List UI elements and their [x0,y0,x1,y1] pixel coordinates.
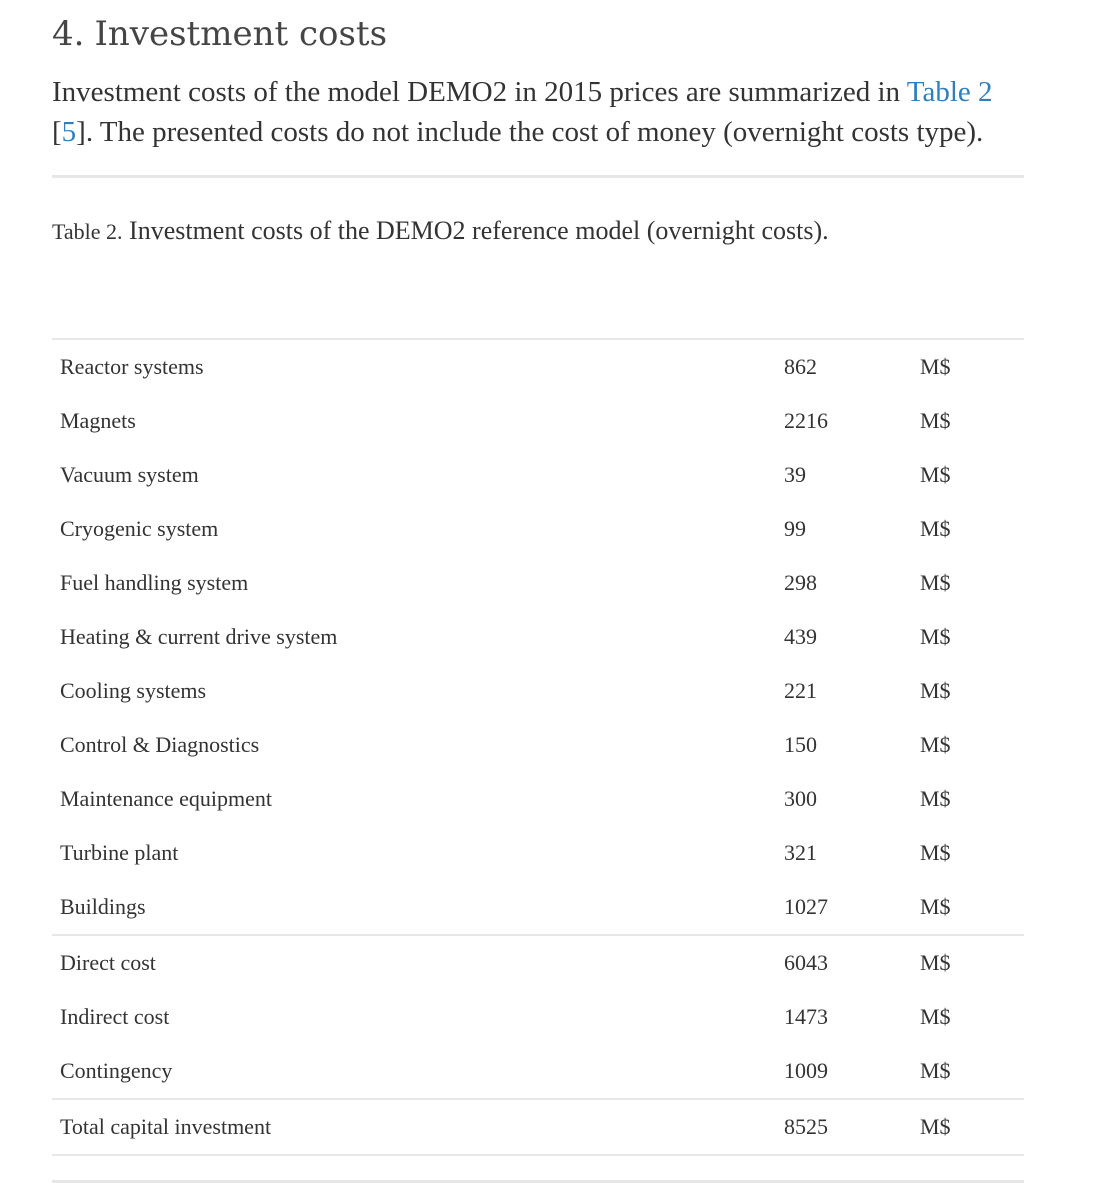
row-unit: M$ [920,786,951,811]
paragraph-text-1: Investment costs of the model DEMO2 in 2015 prices are summarized in [52,76,907,108]
row-value: 862 [784,339,920,394]
row-value: 1009 [784,1058,828,1083]
table-row [52,990,1024,1044]
row-name: Direct cost [52,935,784,990]
row-unit: M$ [920,516,951,541]
section-heading [52,12,387,56]
row-value: 1027 [784,894,828,919]
row-name: Fuel handling system [60,570,249,595]
row-value: 6043 [784,935,920,990]
row-name: Reactor systems [52,339,784,394]
row-value: 298 [784,570,817,595]
divider-bottom [52,1180,1024,1183]
section-title: Investment costs [94,14,388,54]
row-name: Heating & current drive system [60,624,338,649]
row-value: 8525 [784,1099,920,1155]
reference-5-link[interactable]: 5 [61,116,77,148]
row-unit: M$ [920,339,1024,394]
row-name: Vacuum system [60,462,199,487]
section-number: 4. [52,14,85,54]
investment-costs-table [52,338,1024,1156]
row-unit: M$ [920,935,1024,990]
table-row [52,880,1024,935]
row-name: Buildings [60,894,146,919]
row-name: Magnets [60,408,136,433]
row-unit: M$ [920,894,951,919]
row-unit: M$ [920,840,951,865]
row-value: 439 [784,624,817,649]
row-unit: M$ [920,408,951,433]
row-unit: M$ [920,1004,951,1029]
row-name: Control & Diagnostics [60,732,260,757]
table-row-total [52,1099,1024,1155]
table-row [52,448,1024,502]
table-row [52,339,1024,394]
row-unit: M$ [920,462,951,487]
row-unit: M$ [920,1058,951,1083]
row-value: 321 [784,840,817,865]
row-value: 2216 [784,408,828,433]
row-value: 300 [784,786,817,811]
paragraph-text-2: [ [52,116,62,148]
table-row [52,610,1024,664]
row-unit: M$ [920,1099,1024,1155]
row-name: Cryogenic system [60,516,219,541]
intro-paragraph [52,72,1022,152]
table-caption [52,214,829,249]
table-row [52,394,1024,448]
table-row [52,718,1024,772]
row-unit: M$ [920,678,951,703]
table-row [52,772,1024,826]
table-row [52,935,1024,990]
row-name: Contingency [60,1058,173,1083]
row-unit: M$ [920,732,951,757]
row-value: 150 [784,732,817,757]
row-unit: M$ [920,570,951,595]
row-name: Turbine plant [60,840,179,865]
table-2-link[interactable]: Table 2 [906,76,993,108]
row-name: Maintenance equipment [60,786,272,811]
row-name: Indirect cost [60,1004,170,1029]
row-value: 1473 [784,1004,828,1029]
row-name: Total capital investment [52,1099,784,1155]
table-row [52,556,1024,610]
paragraph-text-3: ]. The presented costs do not include the cost of money (overnight costs type). [76,116,984,148]
caption-label: Table 2. [52,219,123,244]
table-row [52,664,1024,718]
row-name: Cooling systems [60,678,207,703]
row-value: 99 [784,516,806,541]
table-row [52,1044,1024,1099]
caption-text: Investment costs of the DEMO2 reference model (overnight costs). [122,216,829,245]
table-row [52,502,1024,556]
row-unit: M$ [920,624,951,649]
table-row [52,826,1024,880]
row-value: 221 [784,678,817,703]
row-value: 39 [784,462,806,487]
divider-top [52,175,1024,178]
